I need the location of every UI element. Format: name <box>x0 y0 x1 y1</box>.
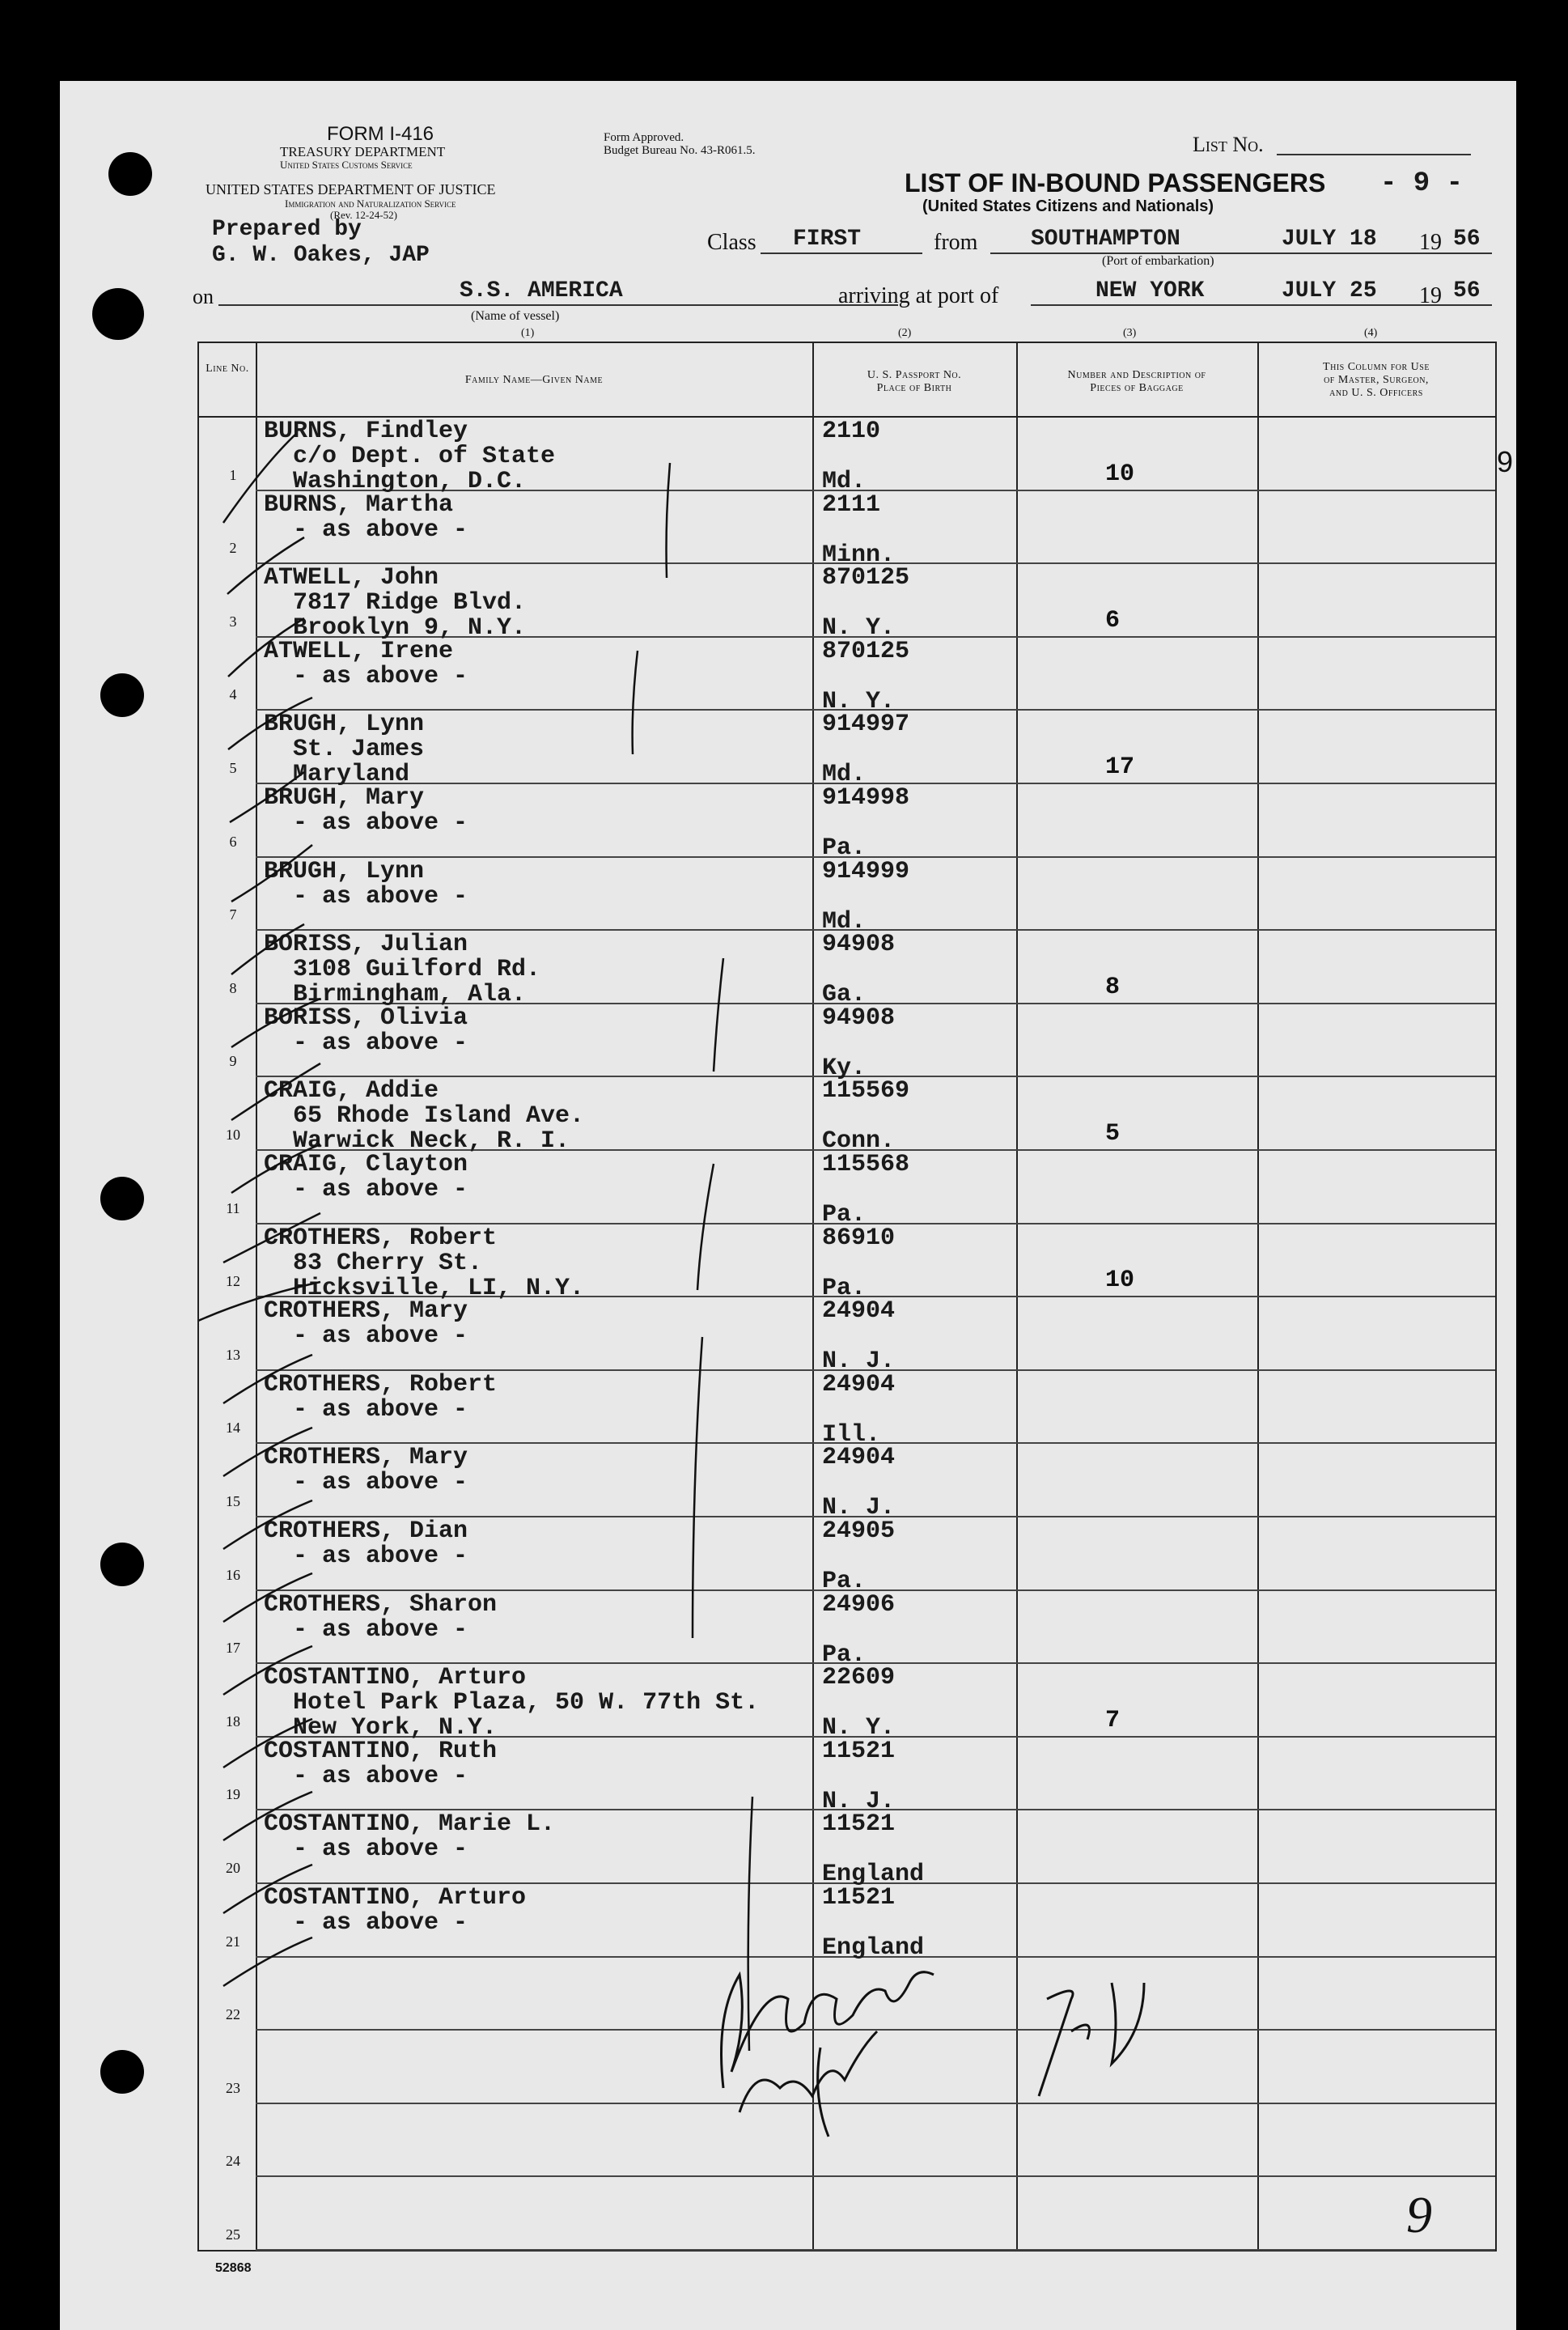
passport-birthplace-cell: 11521 England <box>822 1810 925 1888</box>
passport-birthplace-cell: 914998 Pa. <box>822 784 910 862</box>
bracket-stroke <box>667 463 671 578</box>
punch-hole <box>92 288 144 340</box>
passport-birthplace-cell: 11521 England <box>822 1884 925 1962</box>
line-number: 8 <box>229 980 237 996</box>
line-number: 13 <box>226 1347 240 1363</box>
checkmark-stroke <box>223 1865 312 1913</box>
passport-birthplace-cell: 86910 Pa. <box>822 1224 896 1302</box>
bracket-stroke <box>693 1337 702 1638</box>
checkmark-stroke <box>223 1646 312 1695</box>
passenger-name-cell: BORISS, Olivia - as above - <box>264 1004 468 1057</box>
line-number: 23 <box>226 2080 240 2096</box>
budget-bureau: Budget Bureau No. 43-R061.5. <box>604 144 756 157</box>
bracket-stroke <box>714 958 723 1072</box>
line-number: 24 <box>226 2153 240 2169</box>
checkmark-stroke <box>228 618 304 677</box>
passport-birthplace-cell: 22609 N. Y. <box>822 1664 896 1742</box>
checkmark-stroke <box>228 698 312 749</box>
from-label: from <box>934 230 978 255</box>
col-num-1: (1) <box>521 327 535 339</box>
line-number: 10 <box>226 1127 240 1143</box>
col-header-officers-line3: and U. S. Officers <box>1329 387 1423 399</box>
arriving-port: NEW YORK <box>1095 278 1205 303</box>
vessel-underline <box>218 304 898 306</box>
arrive-date: JULY 25 <box>1282 278 1377 303</box>
line-number: 15 <box>226 1493 240 1509</box>
vessel-value: S.S. AMERICA <box>460 278 623 303</box>
checkmark-stroke <box>223 1213 320 1263</box>
line-number: 6 <box>229 834 237 850</box>
passport-birthplace-cell: 24904 Ill. <box>822 1371 896 1449</box>
list-no-value: - 9 - <box>1380 168 1464 199</box>
class-value: FIRST <box>793 227 862 252</box>
line-number: 3 <box>229 613 237 630</box>
from-underline <box>990 253 1492 254</box>
passenger-name-cell: CROTHERS, Robert - as above - <box>264 1371 498 1424</box>
line-number: 19 <box>226 1786 240 1802</box>
checkmark-stroke <box>223 1719 312 1768</box>
passenger-name-cell: CROTHERS, Mary - as above - <box>264 1444 468 1496</box>
signature-strokes <box>722 1972 1145 2137</box>
margin-mark: 9 <box>1497 445 1514 478</box>
checkmark-stroke <box>223 1937 312 1986</box>
revision-date: (Rev. 12-24-52) <box>330 209 397 221</box>
passport-birthplace-cell: 24904 N. J. <box>822 1297 896 1375</box>
class-underline <box>761 253 922 254</box>
handwritten-signature <box>691 1950 1193 2145</box>
line-number: 17 <box>226 1640 240 1656</box>
passport-birthplace-cell: 2110 Md. <box>822 418 881 495</box>
passport-birthplace-cell: 870125 N. Y. <box>822 564 910 642</box>
punch-hole <box>100 673 144 717</box>
line-number: 5 <box>229 760 237 776</box>
passport-birthplace-cell: 115568 Pa. <box>822 1151 910 1229</box>
passenger-name-cell: COSTANTINO, Marie L. - as above - <box>264 1810 556 1863</box>
line-number: 2 <box>229 540 237 556</box>
checkmark-stroke <box>231 999 320 1047</box>
punch-hole <box>100 1543 144 1586</box>
col-header-baggage-line1: Number and Description of <box>1067 369 1206 381</box>
arrive-year-prefix: 19 <box>1419 283 1442 308</box>
footer-code: 52868 <box>215 2261 252 2275</box>
checkmark-stroke <box>223 1500 312 1549</box>
col-header-line-no-text: Line No. <box>206 363 249 375</box>
prepared-by-name: G. W. Oakes, JAP <box>212 243 430 268</box>
passenger-name-cell: BORISS, Julian 3108 Guilford Rd. Birmingham, Ala. <box>264 931 541 1008</box>
line-number: 1 <box>229 467 237 483</box>
document-title: LIST OF IN-BOUND PASSENGERS <box>905 168 1326 197</box>
form-number: FORM I-416 <box>327 123 434 145</box>
passport-birthplace-cell: 24906 Pa. <box>822 1591 896 1669</box>
line-number: 16 <box>226 1567 240 1583</box>
baggage-count: 5 <box>1105 1120 1121 1148</box>
passenger-name-cell: COSTANTINO, Ruth - as above - <box>264 1738 498 1790</box>
line-number: 25 <box>226 2226 240 2243</box>
punch-hole <box>108 152 152 196</box>
corner-mark: 9 <box>1406 2186 1432 2243</box>
passenger-name-cell: CRAIG, Addie 65 Rhode Island Ave. Warwick Neck, R. I. <box>264 1077 585 1155</box>
signature-stroke <box>1039 1983 1144 2096</box>
passenger-name-cell: CROTHERS, Robert 83 Cherry St. Hicksville, LI, N.Y. <box>264 1224 585 1302</box>
document-subtitle: (United States Citizens and Nationals) <box>922 197 1214 215</box>
checkmark-stroke <box>231 1063 320 1120</box>
checkmark-stroke <box>223 434 296 523</box>
passenger-name-cell: BRUGH, Mary - as above - <box>264 784 468 837</box>
passport-birthplace-cell: 2111 Minn. <box>822 491 896 569</box>
col-header-name-text: Family Name—Given Name <box>464 374 604 386</box>
col-header-officers-line1: This Column for Use <box>1323 361 1430 373</box>
checkmark-stroke <box>230 772 304 822</box>
passport-birthplace-cell: 914997 Md. <box>822 711 910 788</box>
passenger-name-cell: CRAIG, Clayton - as above - <box>264 1151 468 1203</box>
passport-birthplace-cell: 24904 N. J. <box>822 1444 896 1522</box>
baggage-count: 8 <box>1105 974 1121 1001</box>
line-number: 20 <box>226 1860 240 1876</box>
passport-birthplace-cell: 870125 N. Y. <box>822 638 910 715</box>
col-header-baggage-line2: Pieces of Baggage <box>1090 382 1184 394</box>
passenger-name-cell: CROTHERS, Sharon - as above - <box>264 1591 498 1644</box>
line-number: 22 <box>226 2006 240 2022</box>
col-header-passport-line2: Place of Birth <box>876 382 952 394</box>
ins-service: Immigration and Naturalization Service <box>285 197 456 210</box>
manifest-page <box>60 81 1516 2330</box>
bracket-stroke <box>697 1164 714 1290</box>
baggage-count: 7 <box>1105 1707 1121 1734</box>
passport-birthplace-cell: 24905 Pa. <box>822 1517 896 1595</box>
checkmark-stroke <box>231 845 312 902</box>
checkmark-stroke <box>227 537 304 594</box>
col-num-3: (3) <box>1123 327 1137 339</box>
checkmark-stroke <box>223 1355 312 1403</box>
form-approved: Form Approved. <box>604 131 684 144</box>
line-number: 7 <box>229 906 237 923</box>
signature-stroke <box>740 2031 877 2112</box>
list-no-underline <box>1277 154 1471 155</box>
depart-year: 56 <box>1453 227 1481 252</box>
baggage-count: 10 <box>1105 1267 1135 1294</box>
checkmark-stroke <box>223 1792 312 1840</box>
checkmark-stroke <box>199 1282 320 1324</box>
line-number: 12 <box>226 1273 240 1289</box>
bracket-stroke <box>633 651 638 754</box>
passenger-name-cell: BRUGH, Lynn - as above - <box>264 858 468 910</box>
passenger-name-cell: CROTHERS, Mary - as above - <box>264 1297 468 1350</box>
justice-department: UNITED STATES DEPARTMENT OF JUSTICE <box>206 181 496 197</box>
treasury-department: TREASURY DEPARTMENT <box>280 144 446 159</box>
passenger-name-cell: BRUGH, Lynn St. James Maryland <box>264 711 425 788</box>
depart-date: JULY 18 <box>1282 227 1377 252</box>
checkmark-stroke <box>231 1144 320 1193</box>
col-header-officers-line2: of Master, Surgeon, <box>1324 374 1429 386</box>
checkmark-stroke <box>223 1428 312 1476</box>
passenger-name-cell: BURNS, Martha - as above - <box>264 491 468 544</box>
punch-hole <box>100 2050 144 2094</box>
col-num-2: (2) <box>898 327 912 339</box>
passenger-name-cell: ATWELL, John 7817 Ridge Blvd. Brooklyn 9, N.Y. <box>264 564 527 642</box>
passport-birthplace-cell: 914999 Md. <box>822 858 910 936</box>
class-label: Class <box>707 230 756 255</box>
passenger-name-cell: COSTANTINO, Arturo Hotel Park Plaza, 50 W. 77th St. New York, N.Y. <box>264 1664 760 1742</box>
line-number: 11 <box>226 1200 240 1216</box>
port-embarkation-label: (Port of embarkation) <box>1102 254 1214 268</box>
arriving-label: arriving at port of <box>838 283 999 308</box>
customs-service: United States Customs Service <box>280 159 413 171</box>
arrive-year: 56 <box>1453 278 1481 303</box>
passenger-name-cell: COSTANTINO, Arturo - as above - <box>264 1884 527 1937</box>
baggage-count: 6 <box>1105 607 1121 634</box>
passenger-name-cell: ATWELL, Irene - as above - <box>264 638 468 690</box>
baggage-count: 10 <box>1105 460 1135 488</box>
signature-stroke <box>722 1972 934 2088</box>
passport-birthplace-cell: 11521 N. J. <box>822 1738 896 1815</box>
line-number: 14 <box>226 1420 240 1436</box>
list-no-label: List No. <box>1193 133 1264 156</box>
depart-year-prefix: 19 <box>1419 230 1442 255</box>
passport-birthplace-cell: 94908 Ky. <box>822 1004 896 1082</box>
col-num-4: (4) <box>1364 327 1378 339</box>
passport-birthplace-cell: 94908 Ga. <box>822 931 896 1008</box>
checkmark-strokes <box>199 434 752 2051</box>
punch-hole <box>100 1177 144 1220</box>
checkmark-stroke <box>231 924 304 974</box>
line-number: 4 <box>229 686 237 702</box>
passenger-name-cell: BURNS, Findley c/o Dept. of State Washington, D.C. <box>264 418 556 495</box>
line-number: 21 <box>226 1933 240 1950</box>
line-number: 9 <box>229 1053 237 1069</box>
vessel-label: (Name of vessel) <box>471 309 560 323</box>
line-number: 18 <box>226 1713 240 1729</box>
checkmark-stroke <box>223 1573 312 1622</box>
from-value: SOUTHAMPTON <box>1031 227 1180 252</box>
col-header-passport-line1: U. S. Passport No. <box>867 369 962 381</box>
passport-birthplace-cell: 115569 Conn. <box>822 1077 910 1155</box>
prepared-by-label: Prepared by <box>212 217 362 242</box>
signature-stroke <box>818 2048 828 2137</box>
passenger-name-cell: CROTHERS, Dian - as above - <box>264 1517 468 1570</box>
on-label: on <box>193 285 214 308</box>
baggage-count: 17 <box>1105 753 1135 781</box>
